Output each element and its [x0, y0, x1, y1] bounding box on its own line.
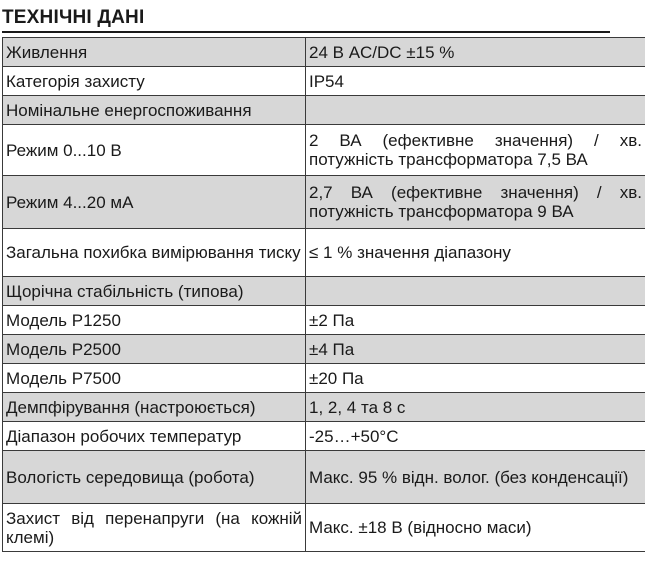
row-value: -25…+50°C [306, 422, 645, 451]
table-row [3, 451, 645, 504]
row-label: Живлення [3, 38, 306, 67]
table-row [3, 364, 645, 393]
row-value: 24 В AC/DC ±15 % [306, 38, 645, 67]
row-label: Модель P2500 [3, 335, 306, 364]
row-value: ≤ 1 % значення діапазону [306, 229, 645, 277]
row-label: Загальна похибка вимірювання тиску [3, 229, 306, 277]
row-label: Модель P1250 [3, 306, 306, 335]
table-row [3, 67, 645, 96]
row-value: 1, 2, 4 та 8 с [306, 393, 645, 422]
table-row [3, 422, 645, 451]
row-value: ±2 Па [306, 306, 645, 335]
row-value: 2 ВА (ефективне значення) / хв. потужність трансформатора 7,5 ВА [306, 125, 645, 176]
table-row [3, 176, 645, 229]
row-label: Щорічна стабільність (типова) [3, 277, 306, 306]
table-row [3, 335, 645, 364]
row-label: Номінальне енергоспоживання [3, 96, 306, 125]
table-row [3, 277, 645, 306]
section-title: ТЕХНІЧНІ ДАНІ [2, 7, 145, 28]
row-label: Демпфірування (настроюється) [3, 393, 306, 422]
row-value [306, 277, 645, 306]
row-label: Модель P7500 [3, 364, 306, 393]
table-row [3, 504, 645, 552]
row-value: ±4 Па [306, 335, 645, 364]
table-row [3, 229, 645, 277]
row-label: Діапазон робочих температур [3, 422, 306, 451]
technical-data-table [2, 37, 645, 552]
row-value: ±20 Па [306, 364, 645, 393]
row-label: Вологість середовища (робота) [3, 451, 306, 504]
row-value: IP54 [306, 67, 645, 96]
row-label: Захист від перенапруги (на кожній клемі) [3, 504, 306, 552]
table-row [3, 393, 645, 422]
table-row [3, 38, 645, 67]
row-label: Режим 0...10 В [3, 125, 306, 176]
section-heading [2, 7, 610, 33]
row-label: Режим 4...20 мА [3, 176, 306, 229]
table-row [3, 306, 645, 335]
table-row [3, 125, 645, 176]
row-value: 2,7 ВА (ефективне значення) / хв. потужність трансформатора 9 ВА [306, 176, 645, 229]
table-row [3, 96, 645, 125]
row-value: Макс. ±18 В (відносно маси) [306, 504, 645, 552]
row-value [306, 96, 645, 125]
row-label: Категорія захисту [3, 67, 306, 96]
row-value: Макс. 95 % відн. волог. (без конденсації) [306, 451, 645, 504]
